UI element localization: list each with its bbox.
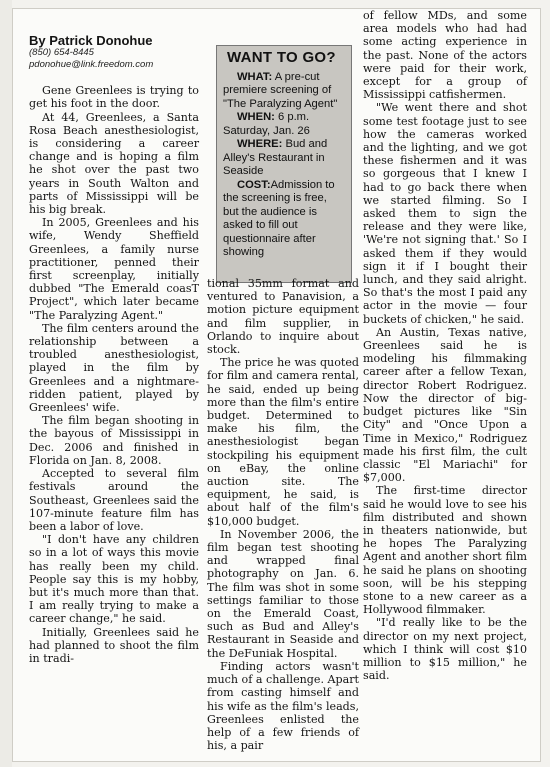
paragraph: An Austin, Texas native, Greenlees said he is modeling his filmmaking career after a fellow Texan, director Robert Rodriguez. Now the director of big-budget pictures like "Sin City" and "Once Upon a Time in Mexico," Rodriguez made his first film, the cult classic "El Mariachi" for $7,000. [363, 325, 527, 485]
paragraph: The film began shooting in the bayous of Mississippi in Dec. 2006 and finished in Florida on Jan. 8, 2008. [29, 414, 199, 467]
when-label: WHEN: [237, 111, 275, 123]
where-text: Bud and Alley's Restaurant in Seaside [223, 138, 328, 177]
paragraph: "I'd really like to be the director on my next project, which I think will cost $10 million to $15 million," he said. [363, 616, 527, 683]
byline-email: pdonohue@link.freedom.com [29, 59, 154, 71]
byline-phone: (850) 654-8445 [29, 47, 94, 59]
paragraph: The price he was quoted for film and camera rental, he said, ended up being more than the film's entire budget. Determined to make his film, the anesthesiologist began stockpiling his equipment on eBay, the online auction site. The equipment, he said, is about half of the film's $10,000 budget. [207, 356, 359, 528]
what-text: A pre-cut premiere screening of "The Paralyzing Agent" [223, 70, 338, 110]
paragraph: The film centers around the relationship between a troubled anesthesiologist, played in the film by Greenlees and a nightmare-ridden patient, played by Greenlees' wife. [29, 321, 199, 415]
want-to-go-box [216, 45, 352, 283]
cost-text: Admission to the screening is free, but the audience is asked to fill out questionnaire after showing [223, 178, 335, 258]
column-3 [363, 9, 527, 682]
paragraph: At 44, Greenlees, a Santa Rosa Beach anesthesiologist, is considering a career change and is hoping a film he shot over the past two years in South Walton and parts of Mississippi will be his big break. [29, 110, 199, 217]
paragraph: tional 35mm format and ventured to Panavision, a motion picture equipment and film supplier, in Orlando to inquire about stock. [207, 277, 359, 357]
cost-label: COST: [237, 178, 271, 191]
paragraph: Finding actors wasn't much of a challenge. Apart from casting himself and his wife as the film's leads, Greenlees enlisted the help of a few friends of his, a pair [207, 659, 359, 753]
when-text: 6 p.m. Saturday, Jan. 26 [223, 111, 310, 137]
paragraph: of fellow MDs, and some area models who had had some acting experience in the past. None of the actors were paid for their work, except for a group of Mississippi catfishermen. [363, 9, 527, 102]
newspaper-clipping [12, 8, 541, 762]
paragraph: The first-time director said he would love to see his film distributed and shown in theaters nationwide, but he hopes The Paralyzing Agent and another short film he said he plans on shooting soon, will be his stepping stone to a new career as a Hollywood filmmaker. [363, 484, 527, 617]
paragraph: Initially, Greenlees said he had planned to shoot the film in tradi- [29, 625, 199, 665]
what-label: WHAT: [237, 70, 273, 83]
paragraph: "I don't have any children so in a lot of ways this movie has really been my child. People say this is my hobby, but it's much more than that. I am really trying to make a career change," he said. [29, 533, 199, 626]
paragraph: "We went there and shot some test footage just to see how the cameras worked and the lighting, and we got these fishermen and it was so gorgeous that I knew I had to go back there when we started filming. So I asked them to sign the release and they were like, 'We're not signing that.' So I asked them if they would sign it if I bought their lunch, and they said alright. So that's the most I paid any actor in the movie — four buckets of chicken," he said. [363, 101, 527, 326]
paragraph: Accepted to several film festivals around the Southeast, Greenlees said the 107-minute feature film has been a labor of love. [29, 467, 199, 533]
paragraph: In 2005, Greenlees and his wife, Wendy Sheffield Greenlees, a family nurse practitioner, penned their first screenplay, initially dubbed "The Emerald coasT Project", which later became "The Paralyzing Agent." [29, 216, 199, 322]
paragraph: Gene Greenlees is trying to get his foot in the door. [29, 84, 199, 111]
box-title: WANT TO GO? [227, 49, 336, 66]
column-1 [29, 34, 199, 665]
column-2 [207, 277, 359, 752]
where-label: WHERE: [237, 138, 283, 150]
paragraph: In November 2006, the film began test shooting and wrapped final photography on Jan. 6. The film was shot in some settings familiar to those on the Emerald Coast, such as Bud and Alley's Restaurant in Seaside and the DeFuniak Hospital. [207, 527, 359, 660]
scan-left-margin [0, 0, 12, 767]
byline: By Patrick Donohue [29, 33, 153, 48]
